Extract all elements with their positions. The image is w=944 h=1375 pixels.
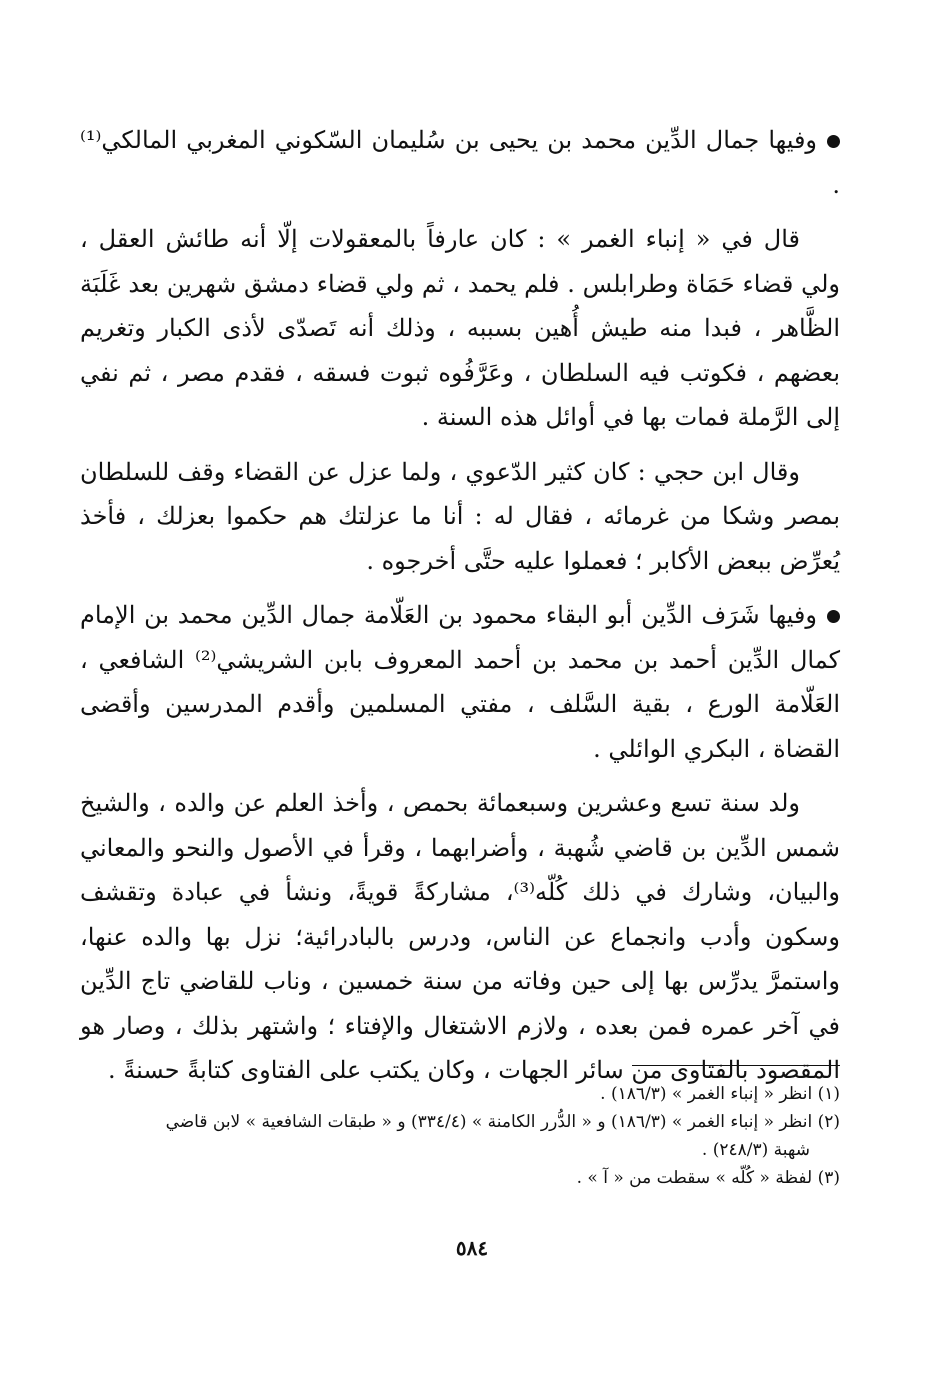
paragraph-text: وقال ابن حجي : كان كثير الدّعوي ، ولما عزل عن القضاء وقف للسلطان بمصر وشكا من غرمائه ، فقال له : أنا ما عزلتك هم حكموا بعزلك ، فأخذ يُعرِّض ببعض الأكابر ؛ فعملوا عليه حتَّى أخرجوه . [80, 457, 840, 575]
paragraph-1 [80, 118, 840, 207]
paragraph-4 [80, 593, 840, 771]
page-number: ٥٨٤ [455, 1236, 489, 1260]
footnote-2: (٢) انظر « إنباء الغمر » (١٨٦/٣) و « الدُّرر الكامنة » (٣٣٤/٤) و « طبقات الشافعية » لابن قاضي [165, 1112, 840, 1132]
footnote-1: (١) انظر « إنباء الغمر » (١٨٦/٣) . [600, 1084, 840, 1104]
footnote-3: (٣) لفظة « كُلّه » سقطت من « آ » . [576, 1168, 840, 1188]
paragraph-2 [80, 217, 840, 440]
paragraph-text: وفيها جمال الدِّين محمد بن يحيى بن سُليمان السّكوني المغربي المالكي⁽¹⁾ . [80, 126, 840, 199]
paragraph-3 [80, 450, 840, 584]
footnote-divider [632, 1065, 840, 1066]
bullet-icon [827, 610, 840, 623]
paragraph-text: قال في « إنباء الغمر » : كان عارفاً بالمعقولات إلّا أنه طائش العقل ، ولي قضاء حَمَاة وطرابلس . فلم يحمد ، ثم ولي قضاء دمشق شهرين بعد غَلَبَة الظَّاهر ، فبدا منه طيش أُهين بسببه ، وذلك أنه تَصدّى لأذى الكبار وتغريم بعضهم ، فكوتب فيه السلطان ، وعَرَّفُوه ثبوت فسقه ، فقدم مصر ، ثم نفي إلى الرَّملة فمات بها في أوائل هذه السنة . [80, 225, 840, 431]
paragraph-text: ولد سنة تسع وعشرين وسبعمائة بحمص ، وأخذ العلم عن والده ، والشيخ شمس الدِّين بن قاضي شُهبة ، وأضرابهما ، وقرأ في الأصول والنحو والمعاني والبيان، وشارك في ذلك كُلّه⁽³⁾، مشاركةً قويةً، ونشأ في عبادة وتقشف وسكون وأدب وانجماع عن الناس، ودرس بالبادرائية؛ نزل بها والده عنها، واستمرَّ يدرِّس بها إلى حين وفاته من سنة خمسين ، وناب للقاضي تاج الدِّين في آخر عمره فمن بعده ، ولازم الاشتغال والإفتاء ؛ واشتهر بذلك ، وصار هو المقصود بالفتاوى من سائر الجهات ، وكان يكتب على الفتاوى كتابةً حسنةً . [80, 789, 840, 1084]
bullet-icon [827, 135, 840, 148]
main-text [80, 118, 840, 1103]
footnote-2-continuation: شهبة (٢٤٨/٣) . [701, 1140, 810, 1160]
paragraph-text: وفيها شَرَف الدِّين أبو البقاء محمود بن العَلّامة جمال الدِّين محمد بن الإمام كمال الدِّين أحمد بن محمد بن أحمد المعروف بابن الشريشي⁽²⁾ الشافعي ، العَلّامة الورع ، بقية السَّلف ، مفتي المسلمين وأقدم المدرسين وأقضى القضاة ، البكري الوائلي . [80, 601, 840, 763]
footnotes [80, 1080, 840, 1192]
paragraph-5 [80, 781, 840, 1093]
